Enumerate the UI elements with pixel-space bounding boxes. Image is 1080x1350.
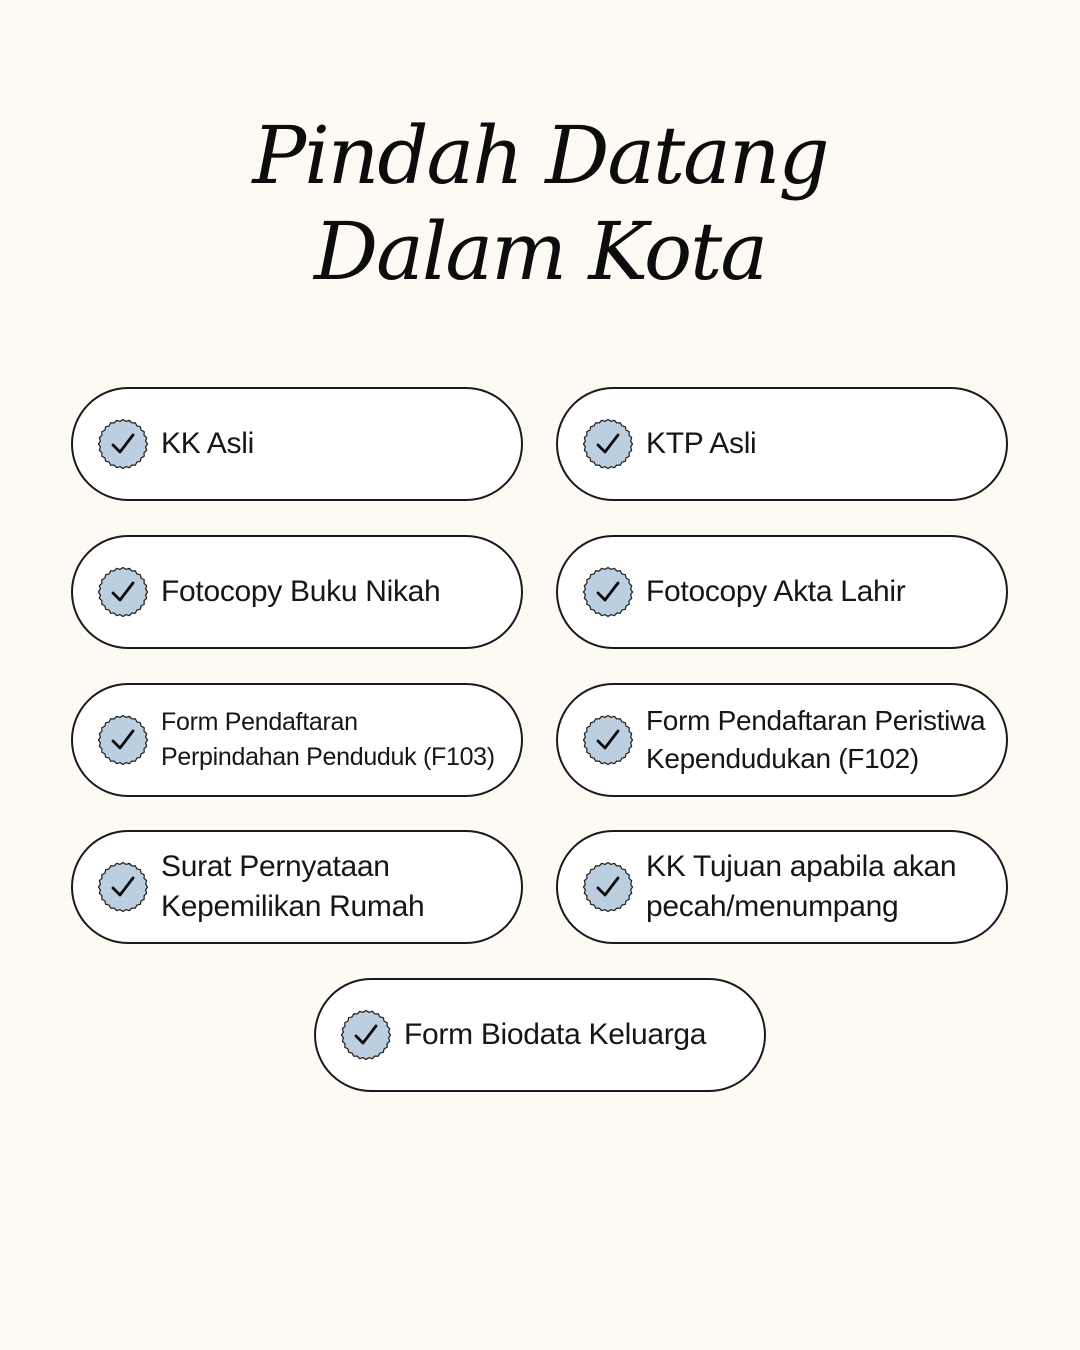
requirement-item-fotocopy-akta-lahir bbox=[556, 535, 1008, 649]
requirement-label-line: Kepemilikan Rumah bbox=[161, 890, 425, 923]
check-badge-icon bbox=[582, 861, 634, 913]
check-badge-icon bbox=[97, 861, 149, 913]
page-title bbox=[0, 108, 1080, 300]
check-badge-icon bbox=[582, 714, 634, 766]
requirement-label-line: Form Pendaftaran bbox=[161, 708, 358, 736]
requirement-label bbox=[161, 705, 495, 775]
requirement-label-line: KK Tujuan apabila akan bbox=[646, 850, 957, 883]
requirement-label-line: Fotocopy Akta Lahir bbox=[646, 575, 906, 608]
requirement-item-kk-tujuan bbox=[556, 830, 1008, 944]
requirement-item-form-f102 bbox=[556, 683, 1008, 797]
requirement-label bbox=[404, 1015, 706, 1055]
requirement-item-form-biodata-keluarga bbox=[314, 978, 766, 1092]
check-badge-icon bbox=[340, 1009, 392, 1061]
requirement-item-ktp-asli bbox=[556, 387, 1008, 501]
requirement-label bbox=[161, 847, 424, 927]
requirement-label bbox=[646, 847, 956, 927]
check-badge-icon bbox=[97, 566, 149, 618]
requirement-label-line: Form Biodata Keluarga bbox=[404, 1018, 707, 1051]
requirement-label-line: Surat Pernyataan bbox=[161, 850, 390, 883]
check-badge-icon bbox=[582, 418, 634, 470]
requirement-item-surat-pernyataan bbox=[71, 830, 523, 944]
requirement-label-line: KTP Asli bbox=[646, 427, 757, 460]
page-title-line-1: Pindah Datang bbox=[252, 109, 828, 202]
requirement-item-form-f103 bbox=[71, 683, 523, 797]
requirement-label-line: Form Pendaftaran Peristiwa bbox=[646, 705, 986, 736]
requirement-label bbox=[646, 424, 756, 464]
requirement-label-line: Kependudukan (F102) bbox=[646, 743, 919, 774]
requirement-label-line: Perpindahan Penduduk (F103) bbox=[161, 743, 495, 771]
requirement-label bbox=[161, 572, 440, 612]
requirement-label-line: Fotocopy Buku Nikah bbox=[161, 575, 441, 608]
check-badge-icon bbox=[97, 714, 149, 766]
requirement-label-line: pecah/menumpang bbox=[646, 890, 899, 923]
requirement-label bbox=[161, 424, 254, 464]
requirement-label bbox=[646, 702, 985, 778]
page-title-line-2: Dalam Kota bbox=[313, 205, 767, 298]
requirement-label bbox=[646, 572, 905, 612]
check-badge-icon bbox=[582, 566, 634, 618]
requirement-item-kk-asli bbox=[71, 387, 523, 501]
requirement-label-line: KK Asli bbox=[161, 427, 254, 460]
requirement-item-fotocopy-buku-nikah bbox=[71, 535, 523, 649]
check-badge-icon bbox=[97, 418, 149, 470]
